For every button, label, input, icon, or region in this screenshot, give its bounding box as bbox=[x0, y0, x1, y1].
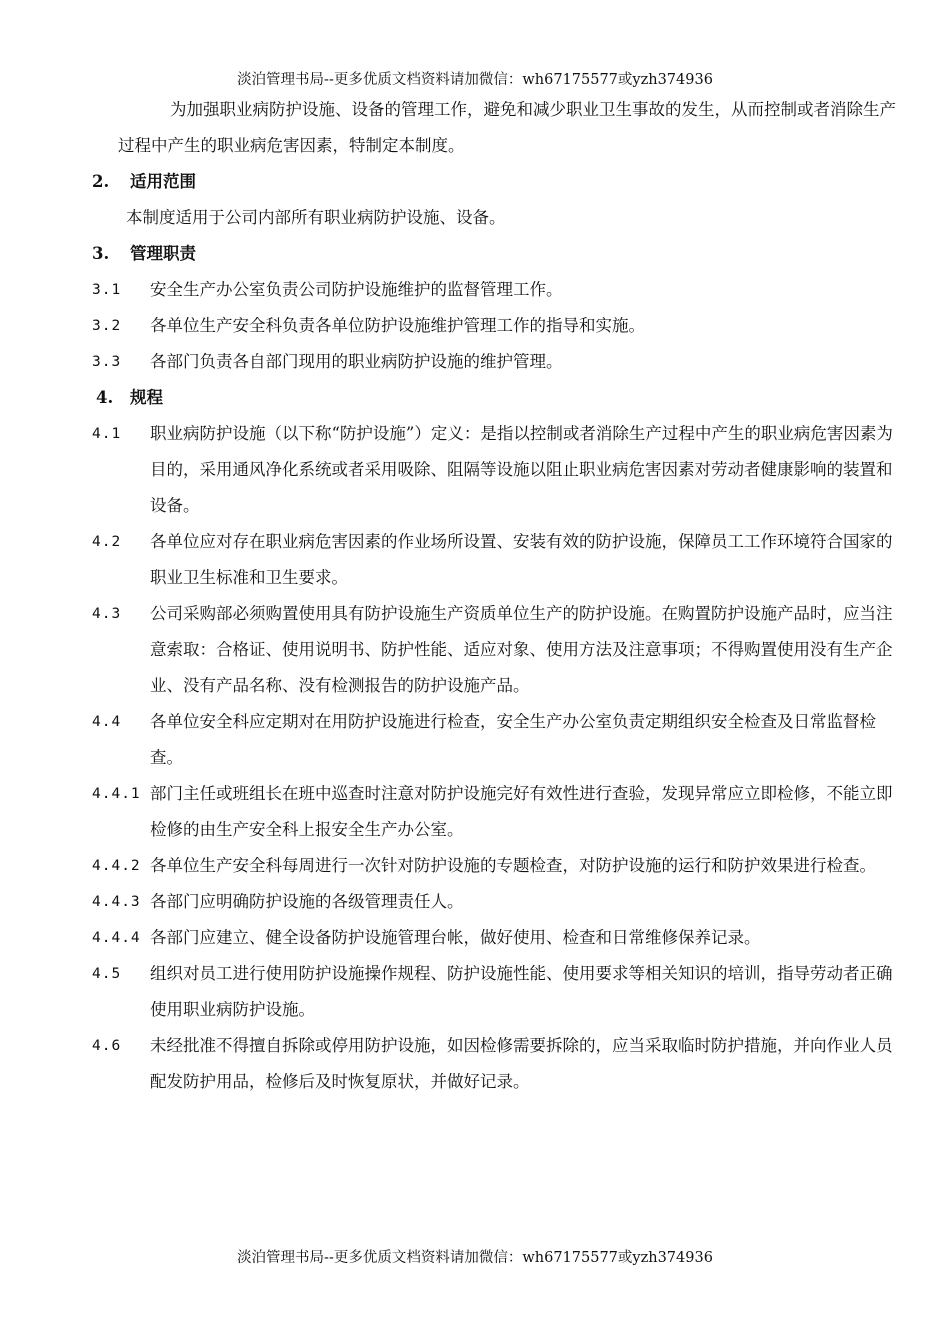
section-2-body: 本制度适用于公司内部所有职业病防护设施、设备。 bbox=[126, 208, 506, 227]
section-number: 2. bbox=[92, 172, 110, 191]
item-text: 各部门应明确防护设施的各级管理责任人。 bbox=[150, 892, 464, 911]
section-3-items bbox=[0, 272, 950, 380]
list-item bbox=[0, 956, 950, 1028]
item-text: 各单位生产安全科每周进行一次针对防护设施的专题检查，对防护设施的运行和防护效果进行检查。 bbox=[150, 856, 876, 875]
list-item bbox=[0, 776, 950, 848]
page-footer: 淡泊管理书局--更多优质文档资料请加微信：wh67175577或yzh374936 bbox=[237, 1250, 713, 1266]
item-text: 各单位生产安全科负责各单位防护设施维护管理工作的指导和实施。 bbox=[150, 316, 645, 335]
item-number: 3.1 bbox=[92, 282, 122, 298]
list-item bbox=[0, 1028, 950, 1100]
list-item bbox=[0, 272, 950, 308]
item-text: 各单位安全科应定期对在用防护设施进行检查，安全生产办公室负责定期组织安全检查及日常监督检查。 bbox=[150, 712, 876, 767]
item-number: 4.3 bbox=[92, 606, 122, 622]
item-number: 4.4.1 bbox=[92, 786, 141, 802]
list-item bbox=[0, 416, 950, 524]
item-text: 未经批准不得擅自拆除或停用防护设施，如因检修需要拆除的，应当采取临时防护措施，并向作业人员配发防护用品，检修后及时恢复原状，并做好记录。 bbox=[150, 1036, 893, 1091]
item-text: 公司采购部必须购置使用具有防护设施生产资质单位生产的防护设施。在购置防护设施产品时，应当注意索取：合格证、使用说明书、防护性能、适应对象、使用方法及注意事项；不得购置使用没有生产企业、没有产品名称、没有检测报告的防护设施产品。 bbox=[150, 604, 893, 695]
list-item bbox=[0, 920, 950, 956]
item-number: 3.3 bbox=[92, 354, 122, 370]
item-number: 4.1 bbox=[92, 426, 122, 442]
document-body bbox=[0, 92, 950, 1100]
item-number: 4.4.3 bbox=[92, 894, 141, 910]
intro-paragraph: 为加强职业病防护设施、设备的管理工作，避免和减少职业卫生事故的发生，从而控制或者消除生产过程中产生的职业病危害因素，特制定本制度。 bbox=[118, 100, 896, 155]
section-3-heading bbox=[92, 236, 950, 272]
list-item bbox=[0, 704, 950, 776]
item-number: 3.2 bbox=[92, 318, 122, 334]
item-number: 4.4.4 bbox=[92, 930, 141, 946]
section-2-heading bbox=[92, 164, 950, 200]
item-text: 安全生产办公室负责公司防护设施维护的监督管理工作。 bbox=[150, 280, 563, 299]
item-number: 4.6 bbox=[92, 1038, 122, 1054]
list-item bbox=[0, 344, 950, 380]
item-text: 各部门负责各自部门现用的职业病防护设施的维护管理。 bbox=[150, 352, 563, 371]
item-text: 职业病防护设施（以下称“防护设施”）定义：是指以控制或者消除生产过程中产生的职业病危害因素为目的，采用通风净化系统或者采用吸除、阻隔等设施以阻止职业病危害因素对劳动者健康影响的装置和设备。 bbox=[150, 424, 893, 515]
section-title: 管理职责 bbox=[130, 244, 196, 263]
list-item bbox=[0, 884, 950, 920]
section-4-items bbox=[0, 416, 950, 1100]
section-4-heading bbox=[96, 380, 950, 416]
page-header: 淡泊管理书局--更多优质文档资料请加微信：wh67175577或yzh374936 bbox=[237, 72, 713, 88]
list-item bbox=[0, 596, 950, 704]
section-number: 4. bbox=[96, 388, 114, 407]
list-item bbox=[0, 848, 950, 884]
item-text: 部门主任或班组长在班中巡查时注意对防护设施完好有效性进行查验，发现异常应立即检修，不能立即检修的由生产安全科上报安全生产办公室。 bbox=[150, 784, 893, 839]
section-title: 适用范围 bbox=[130, 172, 196, 191]
list-item bbox=[0, 524, 950, 596]
section-title: 规程 bbox=[130, 388, 163, 407]
section-number: 3. bbox=[92, 244, 110, 263]
list-item bbox=[0, 308, 950, 344]
item-number: 4.4 bbox=[92, 714, 122, 730]
item-text: 各单位应对存在职业病危害因素的作业场所设置、安装有效的防护设施，保障员工工作环境符合国家的职业卫生标准和卫生要求。 bbox=[150, 532, 893, 587]
item-text: 组织对员工进行使用防护设施操作规程、防护设施性能、使用要求等相关知识的培训，指导劳动者正确使用职业病防护设施。 bbox=[150, 964, 893, 1019]
item-number: 4.4.2 bbox=[92, 858, 141, 874]
item-number: 4.5 bbox=[92, 966, 122, 982]
item-text: 各部门应建立、健全设备防护设施管理台帐，做好使用、检查和日常维修保养记录。 bbox=[150, 928, 761, 947]
item-number: 4.2 bbox=[92, 534, 122, 550]
